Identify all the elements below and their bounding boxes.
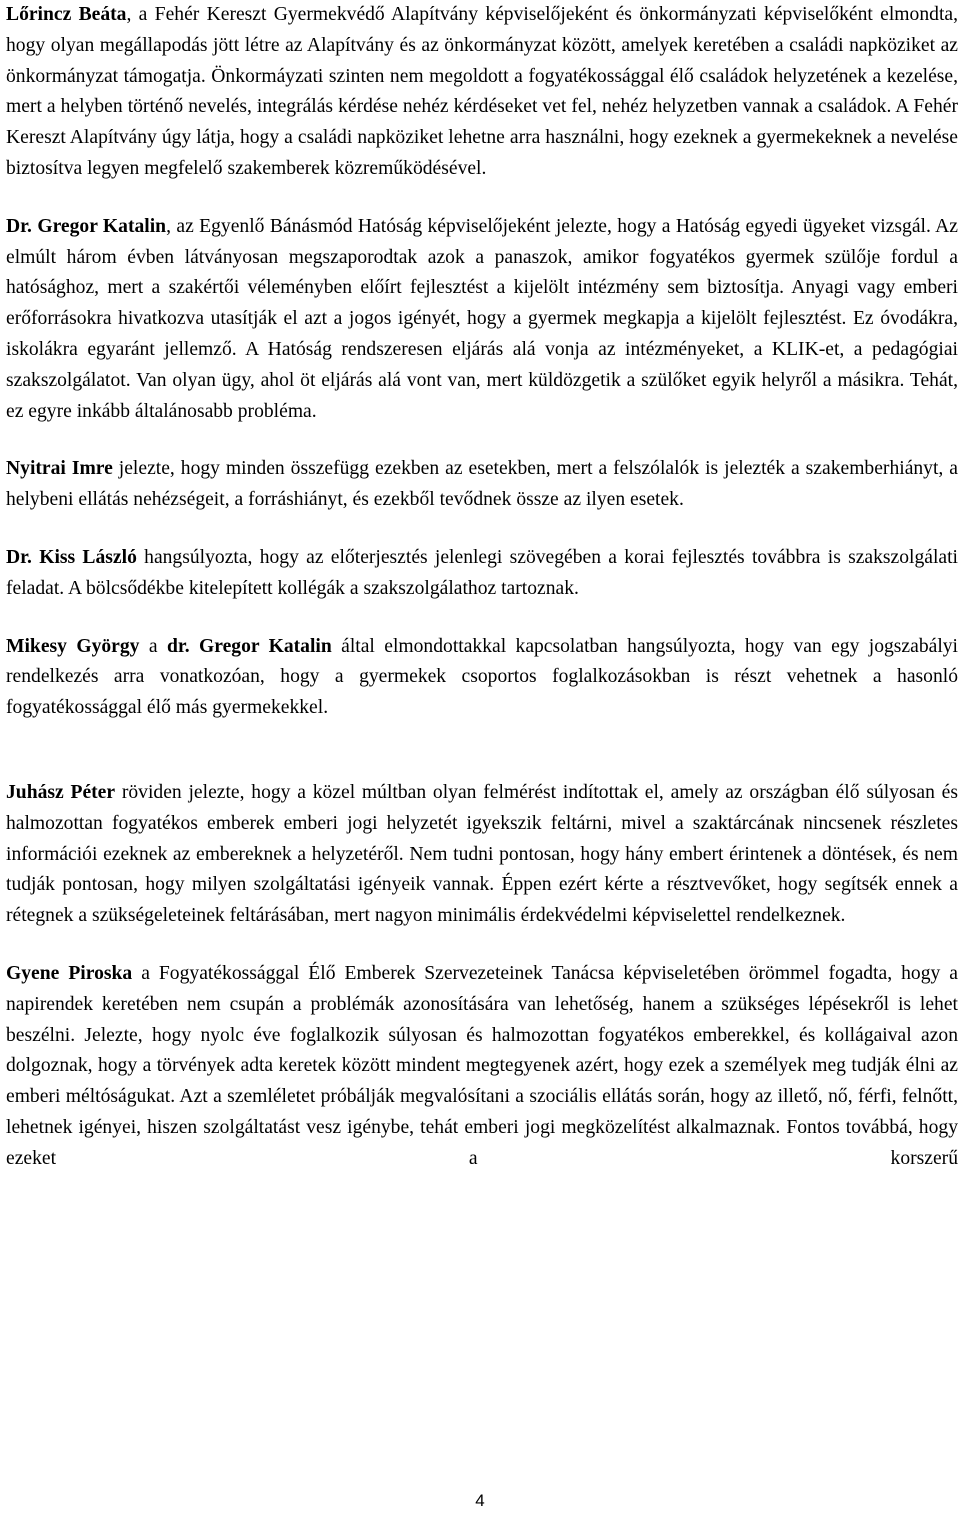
speaker-name: Kiss László [39, 546, 137, 568]
paragraph-lorincz [6, 0, 958, 185]
speaker-name: Lőrincz Beáta [6, 4, 127, 25]
paragraph-text: , a Fehér Kereszt Gyermekvédő Alapítvány képviselőjeként és önkormányzati képviselőként elmondta, hogy olyan megállapodás jött létre az Alapítvány és az önkormányzat között, amelyek keretében a családi napköziket az önkormányzat támogatja. Önkormáyzati szinten nem megoldott a fogyatékossággal élő családok helyzetének a kezelése, mert a helyben történő nevelés, integrálás kérdése nehéz kérdéseket vet fel, nehéz helyzetben vannak a családok. A Fehér Kereszt Alapítvány úgy látja, hogy a családi napköziket lehetne arra használni, hogy ezeknek a gyermekeknek a nevelése biztosítva legyen megfelelő szakemberek közreműködésével. [6, 4, 958, 179]
speaker-title: Dr. [6, 546, 32, 568]
speaker-name: Juhász Péter [6, 781, 116, 803]
paragraph-gregor [6, 212, 958, 428]
speaker-name: Nyitrai Imre [6, 458, 113, 480]
speaker-name: Gregor Katalin [37, 215, 167, 237]
paragraph-text: jelezte, hogy minden összefügg ezekben az esetekben, mert a felszólalók is jelezték a szakemberhiányt, a helybeni ellátás nehézségeit, a forráshiányt, és ezekből tevődnek össze az ilyen esetek. [6, 458, 958, 511]
paragraph-nyitrai [6, 454, 958, 516]
paragraph-gyene [6, 959, 958, 1175]
paragraph-text: , az Egyenlő Bánásmód Hatóság képviselőjeként jelezte, hogy a Hatóság egyedi ügyeket vizsgál. Az elmúlt három évben látványosan megszaporodtak azok a panaszok, amikor fogyatékos gyermek szülője fordul a hatósághoz, mert a szakértői véleményben előírt fejlesztést a kijelölt intézmény sem biztosítja. Anyagi vagy emberi erőforrásokra hivatkozva utasítják el azt a jogos igényét, hogy a gyermek megkapja a kijelölt fejlesztést. Ez óvodákra, iskolákra egyaránt jellemző. A Hatóság rendszeresen eljárás alá vonja az intézményeket, a KLIK-et, a pedagógiai szakszolgálatot. Van olyan ügy, ahol öt eljárás alá vont van, mert küldözgetik a szülőket egyik helyről a másikra. Tehát, ez egyre inkább általánosabb probléma. [6, 215, 959, 422]
speaker-name-2: dr. Gregor Katalin [166, 635, 332, 657]
speaker-name: Gyene Piroska [6, 962, 133, 984]
paragraph-text: hangsúlyozta, hogy az előterjesztés jelenlegi szövegében a korai fejlesztés továbbra is szakszolgálati feladat. A bölcsődékbe kitelepített kollégák a szakszolgálathoz tartoznak. [6, 546, 959, 599]
speaker-title: Dr. [6, 215, 32, 237]
page-number: 4 [475, 1491, 485, 1510]
paragraph-text: a Fogyatékossággal Élő Emberek Szervezeteinek Tanácsa képviseletében örömmel fogadta, hogy a napirendek keretében nem csupán a problémák azonosítására van lehetőség, hanem a szükséges lépésekről is lehet beszélni. Jelezte, hogy nyolc éve foglalkozik súlyosan és halmozottan fogyatékos emberekkel, és kollágaival azon dolgoznak, hogy a törvények adta keretek között mindent megtegyenek azért, hogy ezek a személyek meg tudják élni az emberi méltóságukat. Azt a szemléletet próbálják megvalósítani a szociális ellátás során, hogy az illető, nő, férfi, felnőtt, lehetnek igényei, hiszen szolgáltatást vesz igénybe, tehát emberi jogi megközelítést alkalmaznak. Fontos továbbá, hogy ezeket a korszerű [6, 962, 958, 1169]
paragraph-mikesy [6, 632, 958, 724]
paragraph-juhasz [6, 778, 958, 932]
speaker-name: Mikesy György [6, 635, 140, 657]
paragraph-text: röviden jelezte, hogy a közel múltban olyan felmérést indítottak el, amely az országban élő súlyosan és halmozottan fogyatékos emberek emberi jogi helyzetét igyekszik feltárni, mivel a szaktárcának nincsenek részletes információi ezeknek az embereknek a helyzetéről. Nem tudni pontosan, hogy hány embert érintenek a döntések, és nem tudják pontosan, hogy milyen szolgáltatási igényeik vannak. Éppen ezért kérte a résztvevőket, hogy segítsék ennek a rétegnek a szükségeleteinek feltárásában, mert nagyon minimális érdekvédelmi képviselettel rendelkeznek. [6, 781, 958, 927]
connector-text: a [139, 635, 167, 657]
paragraph-text: által elmondottakkal kapcsolatban hangsúlyozta, hogy van egy jogszabályi rendelkezés arra vonatkozóan, hogy a gyermekek csoportos foglalkozásokban is részt vehetnek a hasonló fogyatékossággal élő más gyermekekkel. [6, 635, 958, 719]
document-page [6, 0, 958, 1175]
paragraph-kiss [6, 543, 958, 605]
